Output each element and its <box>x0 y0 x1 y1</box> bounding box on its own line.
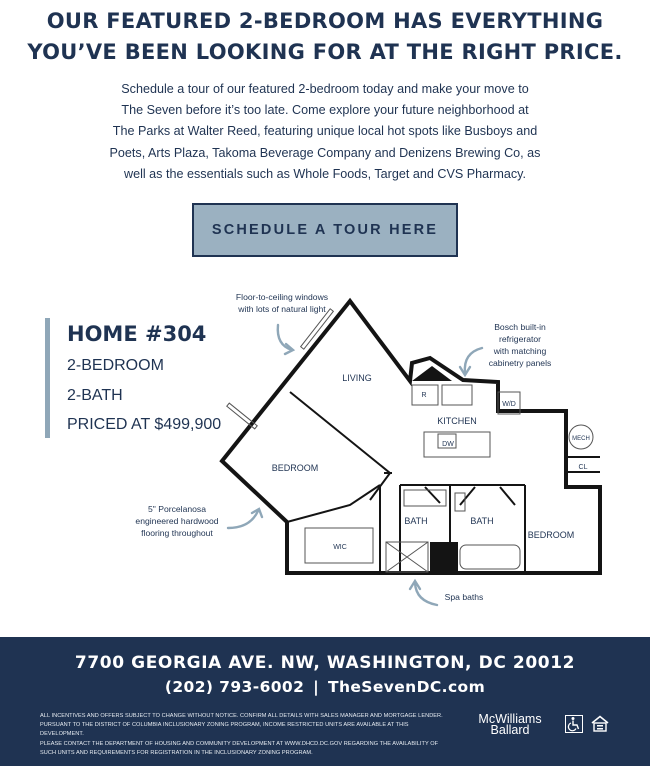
footer <box>0 637 650 766</box>
callout-arrow-floor <box>228 511 258 528</box>
callout-floor-line-2: engineered hardwood <box>135 516 219 526</box>
room-label-dishwasher: DW <box>442 441 454 448</box>
room-label-kitchen: KITCHEN <box>437 416 477 426</box>
floor-plan-doors <box>370 473 515 505</box>
floor-plan <box>0 285 650 625</box>
brand-logo <box>470 714 550 736</box>
tub <box>460 545 520 569</box>
footer-website-link[interactable]: TheSevenDC.com <box>327 678 486 696</box>
home-price: PRICED AT $499,900 <box>67 416 222 433</box>
schedule-tour-button[interactable]: SCHEDULE A TOUR HERE <box>192 203 458 257</box>
intro-line: The Parks at Walter Reed, featuring unique local hot spots like Busboys and <box>112 124 538 139</box>
callout-fridge-line-3: with matching <box>493 346 547 356</box>
room-label-bath-left: BATH <box>404 516 428 526</box>
room-label-wic: WIC <box>333 544 347 551</box>
footer-phone-link[interactable]: (202) 793-6002 <box>164 678 305 696</box>
callout-floor-line-1: 5" Porcelanosa <box>148 504 206 514</box>
headline-line-1: OUR FEATURED 2-BEDROOM HAS EVERYTHING <box>46 9 604 33</box>
callout-fridge-line-4: cabinetry panels <box>488 358 552 368</box>
footer-address: 7700 GEORGIA AVE. NW, WASHINGTON, DC 20012 <box>74 653 576 673</box>
room-label-bath-right: BATH <box>470 516 494 526</box>
home-title: HOME #304 <box>67 322 207 346</box>
intro-line: well as the essentials such as Whole Foods, Target and CVS Pharmacy. <box>123 166 527 181</box>
room-label-mech: MECH <box>572 436 590 442</box>
room-label-living: LIVING <box>342 373 372 383</box>
brand-line-1: McWilliams <box>478 712 542 726</box>
intro-line: Schedule a tour of our featured 2-bedroom today and make your move to <box>121 82 529 96</box>
headline-line-2: YOU’VE BEEN LOOKING FOR AT THE RIGHT PRICE. <box>27 40 623 64</box>
room-label-bedroom-left: BEDROOM <box>271 463 319 473</box>
headline <box>0 6 650 68</box>
callout-spa: Spa baths <box>444 592 484 602</box>
footer-separator: | <box>313 678 320 696</box>
disclaimer-line: SUCH UNITS AND REQUIREMENTS FOR REGISTRATION IN THE INCLUSIONARY ZONING PROGRAM. <box>40 749 313 756</box>
range <box>442 385 472 405</box>
callout-windows-line-1: Floor-to-ceiling windows <box>235 292 329 302</box>
callout-floor-line-3: flooring throughout <box>141 528 213 538</box>
room-label-fridge: R <box>421 392 427 399</box>
brand-line-2: Ballard <box>490 723 530 737</box>
room-label-bedroom-right: BEDROOM <box>527 530 575 540</box>
floor-plan-shaft <box>430 542 458 572</box>
intro-paragraph <box>75 79 575 185</box>
home-baths: 2-BATH <box>67 386 123 404</box>
shower-diagonals <box>386 542 428 572</box>
accessibility-icon <box>565 715 583 733</box>
callout-windows-line-2: with lots of natural light <box>238 304 326 314</box>
home-bedrooms: 2-BEDROOM <box>67 357 164 374</box>
kitchen-island <box>424 432 490 457</box>
disclaimer-line: PURSUANT TO THE DISTRICT OF COLUMBIA INCLUSIONARY ZONING PROGRAM, INCOME RESTRICTED UNITS ARE AVAILABLE AT THIS DEVELOPMENT. <box>40 722 409 738</box>
callout-fridge-line-1: Bosch built-in <box>494 322 546 332</box>
disclaimer-line: ALL INCENTIVES AND OFFERS SUBJECT TO CHANGE WITHOUT NOTICE. CONFIRM ALL DETAILS WITH SALES MANAGER AND MORTGAGE LENDER. <box>40 713 443 719</box>
vanity-left <box>404 490 446 506</box>
footer-contact <box>0 678 650 696</box>
footer-disclaimer <box>40 712 450 758</box>
equal-housing-icon <box>591 715 609 733</box>
room-label-closet: CL <box>578 464 588 471</box>
intro-line: The Seven before it’s too late. Come explore your future neighborhood at <box>121 103 529 118</box>
callout-fridge-line-2: refrigerator <box>498 334 542 344</box>
room-label-washer-dryer: W/D <box>502 401 516 408</box>
disclaimer-line: PLEASE CONTACT THE DEPARTMENT OF HOUSING AND COMMUNITY DEVELOPMENT AT WWW.DHCD.DC.GOV REGARDING THE AVAILABILITY OF <box>40 740 439 747</box>
intro-line: Poets, Arts Plaza, Takoma Beverage Company and Denizens Brewing Co, as <box>109 145 541 160</box>
